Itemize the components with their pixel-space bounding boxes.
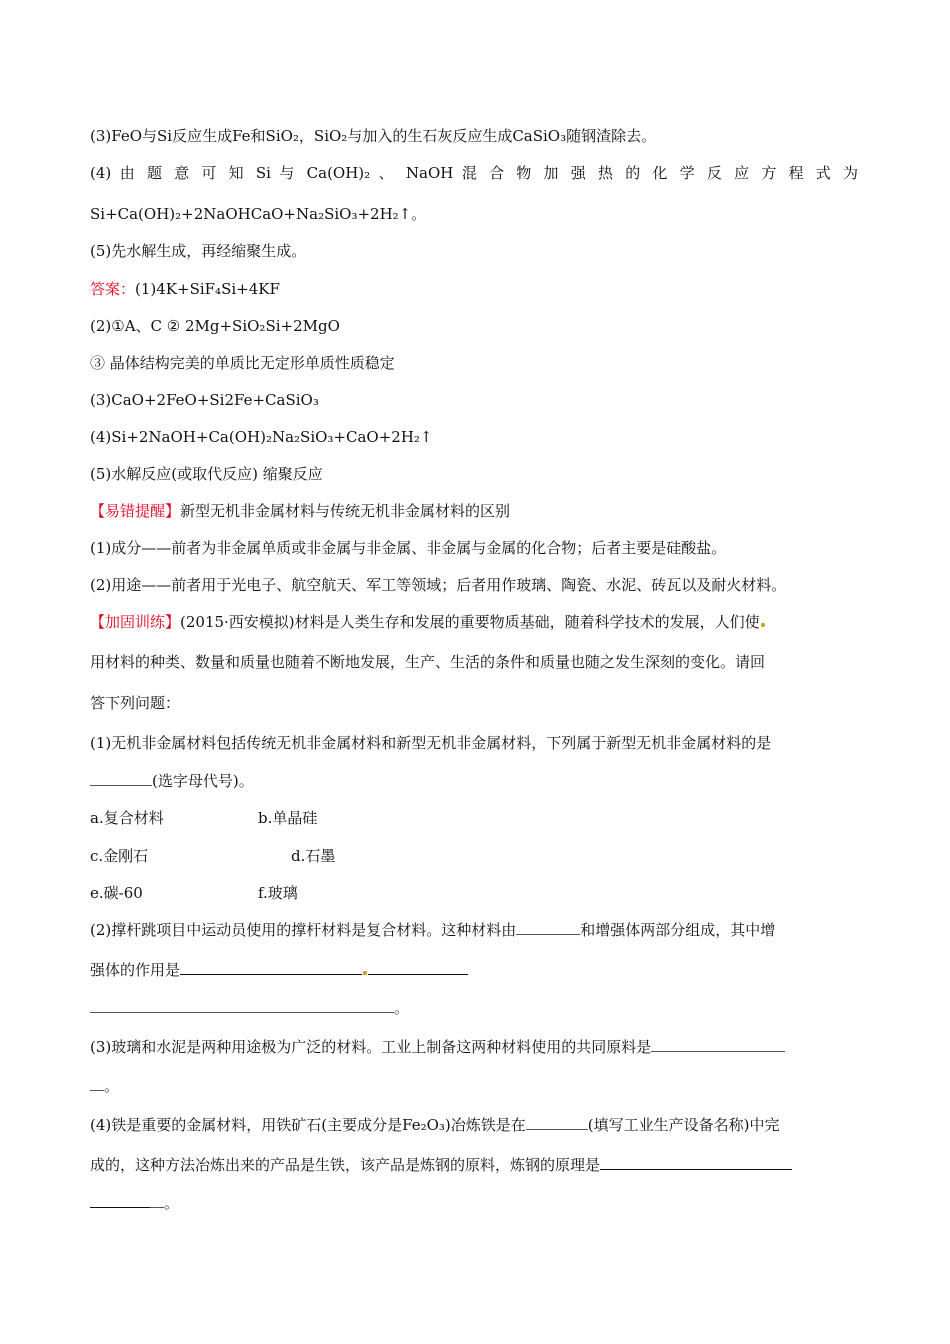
answer-line-5: (5)水解反应(或取代反应) 缩聚反应 (90, 465, 323, 483)
training-line-1 (90, 612, 766, 632)
solution-line-4b: Si+Ca(OH)₂+2NaOHCaO+Na₂SiO₃+2H₂↑。 (90, 205, 427, 223)
answer-line-3: (3)CaO+2FeO+Si2Fe+CaSiO₃ (90, 391, 319, 409)
question-1-line-1: (1)无机非金属材料包括传统无机非金属材料和新型无机非金属材料，下列属于新型无机非金属材料的是 (90, 734, 772, 752)
tip-label: 【易错提醒】 (90, 502, 181, 520)
question-4-text-b: (填写工业生产设备名称)中完 (587, 1116, 780, 1134)
period: 。 (104, 1077, 120, 1095)
question-1-hint: (选字母代号)。 (152, 772, 254, 790)
tip-text: 新型无机非金属材料与传统无机非金属材料的区别 (180, 502, 511, 520)
question-3-text: (3)玻璃和水泥是两种用途极为广泛的材料。工业上制备这两种材料使用的共同原料是 (90, 1038, 652, 1056)
option-f: f.玻璃 (258, 884, 298, 902)
question-2-text-c: 强体的作用是 (90, 961, 181, 979)
solution-line-5: (5)先水解生成，再经缩聚生成。 (90, 242, 307, 260)
answer-1-text: (1)4K+SiF₄Si+4KF (135, 280, 280, 298)
solution-line-3: (3)FeO与Si反应生成Fe和SiO₂，SiO₂与加入的生石灰反应生成CaSiO₃随钢渣除去。 (90, 127, 657, 145)
training-line-2: 用材料的种类、数量和质量也随着不断地发展，生产、生活的条件和质量也随之发生深刻的变化。请回 (90, 653, 766, 671)
period: 。 (164, 1194, 180, 1212)
answer-blank-6[interactable] (526, 1115, 588, 1130)
answer-blank-7c[interactable] (150, 1193, 164, 1208)
answer-label: 答案： (90, 280, 136, 298)
mark-dot (761, 623, 765, 627)
option-c: c.金刚石 (90, 847, 149, 865)
question-2-line-3 (90, 998, 409, 1018)
period: 。 (394, 999, 410, 1017)
answer-blank-3b[interactable] (368, 960, 468, 975)
question-3-line-1 (90, 1037, 785, 1057)
answer-blank-3[interactable] (180, 960, 362, 975)
option-e: e.碳-60 (90, 884, 143, 902)
question-3-line-2 (90, 1076, 119, 1096)
answer-blank-4[interactable] (90, 998, 394, 1013)
answer-line-1 (90, 279, 280, 299)
training-label: 【加固训练】 (90, 613, 181, 631)
question-2-text-a: (2)撑杆跳项目中运动员使用的撑杆材料是复合材料。这种材料由 (90, 921, 517, 939)
question-4-line-2 (90, 1155, 792, 1175)
answer-blank-2[interactable] (516, 920, 580, 935)
tip-item-2: (2)用途——前者用于光电子、航空航天、军工等领域；后者用作玻璃、陶瓷、水泥、砖瓦以及耐火材料。 (90, 576, 787, 594)
question-4-line-3 (90, 1193, 179, 1213)
answer-blank-7b[interactable] (90, 1193, 150, 1208)
answer-line-2: (2)①A、C ② 2Mg+SiO₂Si+2MgO (90, 317, 340, 335)
question-4-text-c: 成的，这种方法冶炼出来的产品是生铁，该产品是炼钢的原料，炼钢的原理是 (90, 1156, 601, 1174)
question-4-line-1 (90, 1115, 779, 1135)
question-2-line-1 (90, 920, 775, 940)
answer-line-4: (4)Si+2NaOH+Ca(OH)₂Na₂SiO₃+CaO+2H₂↑ (90, 428, 433, 446)
tip-line (90, 501, 510, 521)
question-1-line-2 (90, 771, 254, 791)
question-4-text-a: (4)铁是重要的金属材料，用铁矿石(主要成分是Fe₂O₃)冶炼铁是在 (90, 1116, 526, 1134)
mark-dot (363, 971, 367, 975)
tip-item-1: (1)成分——前者为非金属单质或非金属与非金属、非金属与金属的化合物；后者主要是硅酸盐。 (90, 539, 727, 557)
answer-blank-5[interactable] (651, 1037, 785, 1052)
question-2-text-b: 和增强体两部分组成，其中增 (580, 921, 776, 939)
option-d: d.石墨 (291, 847, 336, 865)
solution-line-4a: (4) 由 题 意 可 知 Si 与 Ca(OH)₂ 、 NaOH 混 合 物 加 强 热 的 化 学 反 应 方 程 式 为 (90, 164, 858, 182)
training-intro: (2015·西安模拟)材料是人类生存和发展的重要物质基础，随着科学技术的发展，人们使 (180, 613, 760, 631)
answer-line-2c: ③ 晶体结构完美的单质比无定形单质性质稳定 (90, 354, 395, 372)
question-2-line-2 (90, 960, 468, 980)
option-a: a.复合材料 (90, 809, 164, 827)
option-b: b.单晶硅 (258, 809, 318, 827)
answer-blank-5b[interactable] (90, 1076, 104, 1091)
answer-blank-7[interactable] (600, 1155, 792, 1170)
answer-blank-1[interactable] (90, 771, 152, 786)
training-line-3: 答下列问题： (90, 694, 181, 712)
